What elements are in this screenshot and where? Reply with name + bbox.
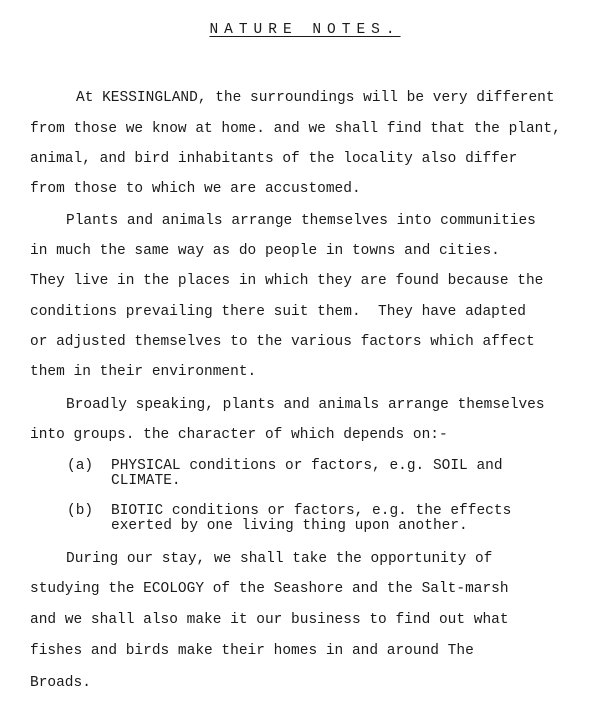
paragraph-2-line: them in their environment. <box>30 364 257 380</box>
paragraph-1-line: At KESSINGLAND, the surroundings will be very different <box>76 90 555 106</box>
list-item-line: exerted by one living thing upon another. <box>111 518 468 534</box>
list-item-marker: (b) <box>67 503 94 519</box>
list-item-line: CLIMATE. <box>111 473 181 489</box>
paragraph-1-line: animal, and bird inhabitants of the locality also differ <box>30 151 518 167</box>
list-item-line: PHYSICAL conditions or factors, e.g. SOIL and <box>111 458 503 474</box>
paragraph-4-line: studying the ECOLOGY of the Seashore and the Salt-marsh <box>30 581 509 597</box>
paragraph-4-line: fishes and birds make their homes in and around The <box>30 643 474 659</box>
paragraph-2-line: They live in the places in which they are found because the <box>30 273 544 289</box>
list-item-marker: (a) <box>67 458 94 474</box>
paragraph-4-line: During our stay, we shall take the opportunity of <box>66 551 493 567</box>
paragraph-4-line: Broads. <box>30 675 91 691</box>
paragraph-2-line: or adjusted themselves to the various factors which affect <box>30 334 535 350</box>
paragraph-3-line: into groups. the character of which depends on:- <box>30 427 448 443</box>
paragraph-2-line: conditions prevailing there suit them. They have adapted <box>30 304 526 320</box>
list-item-line: BIOTIC conditions or factors, e.g. the effects <box>111 503 512 519</box>
paragraph-1-line: from those we know at home. and we shall find that the plant, <box>30 121 561 137</box>
paragraph-4-line: and we shall also make it our business to find out what <box>30 612 509 628</box>
paragraph-1-line: from those to which we are accustomed. <box>30 181 361 197</box>
paragraph-2-line: in much the same way as do people in towns and cities. <box>30 243 500 259</box>
page-title: NATURE NOTES. <box>209 22 401 38</box>
paragraph-3-line: Broadly speaking, plants and animals arrange themselves <box>66 397 545 413</box>
paragraph-2-line: Plants and animals arrange themselves into communities <box>66 213 536 229</box>
